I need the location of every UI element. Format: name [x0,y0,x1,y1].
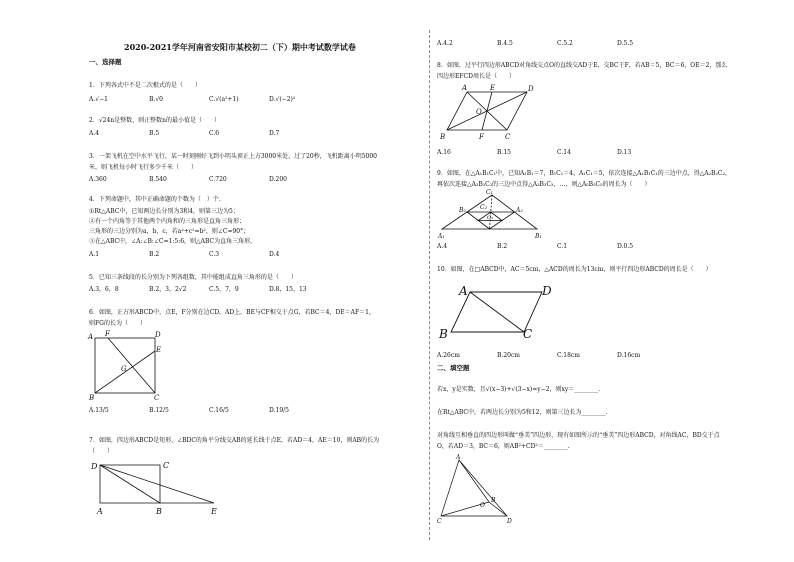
q8-stem-line1: 8．如图，过平行四边形ABCD对角线交点O的直线交AD于E，交BC于F，若AB＝5，BC＝6，OE＝2，那么 [437,62,728,69]
q8-option-c[interactable]: C.14 [557,149,571,156]
section-heading-fill: 二、填空题 [437,364,470,372]
q9-label-c3: C₃ [487,215,493,221]
q4-option-a[interactable]: A.1 [89,251,100,258]
q9-label-a1: A₁ [438,233,445,240]
fill3-label-c: C [437,518,442,525]
q6-stem-line1: 6．如图，正方形ABCD中，点E，F分别在边CD，AD上，BE与CF相交于点G，若BC＝4，DE＝AF＝1， [89,309,375,316]
q7-label-e: E [211,507,217,516]
q7-label-b: B [156,507,162,516]
q5-option-d[interactable]: D.8，15，13 [269,286,307,293]
q6-square-figure [88,331,163,401]
fill3-label-o: O [480,502,485,509]
q8-stem-line2: 四边形EFCD周长是（ ） [437,73,515,80]
q10-option-c[interactable]: C.18cm [557,352,580,359]
q9-label-c2: C₂ [480,204,487,211]
q7-label-a: A [97,507,103,516]
q10-option-d[interactable]: D.16cm [617,352,641,359]
q6-label-f: F [105,330,110,338]
q7-stem-line2: （ ） [89,448,114,455]
q3-option-a[interactable]: A.360 [89,176,107,183]
q8-label-d: D [528,85,534,93]
fill2-question: 在Rt△ABC中，若两边长分别为5和12，则第三边长为________. [437,409,608,416]
q7-label-c: C [163,461,170,470]
q7-stem-line1: 7．如图，四边形ABCD是矩形，∠BDC的角平分线交AB的延长线于点E，若AD＝4，AE＝10，则AB的长为 [89,437,380,444]
q4-statement-1: ①Rt△ABC中，已知两边长分别为3和4，则第三边为5； [89,208,239,215]
q6-option-b[interactable]: B.12/5 [149,407,169,414]
q4-statement-2: ②有一个内角等于其他两个内角和的三角形是直角三角形； [89,218,246,225]
q7-segment-de [100,465,214,503]
q5-stem: 5．已知三条线段的长分别为下列各组数，其中能组成直角三角形的是（ ） [89,274,297,281]
q9-option-a[interactable]: A.4 [437,243,448,250]
q9-option-d[interactable]: D.0.5 [617,243,634,250]
q9-triangle-figure [437,189,552,244]
q4-option-d[interactable]: D.4 [269,251,280,258]
fill3-quadrilateral-figure [437,454,517,526]
q10-label-c: C [523,327,533,341]
q9-stem-line1: 9．如图，在△A₁B₁C₁中，已知A₁B₁＝7，B₁C₁＝4，A₁C₁＝5，依次连接△A₁B₁C₁的三边中点，得△A₂B₂C₂， [437,170,731,177]
q9-option-b[interactable]: B.2 [497,243,508,250]
q7-segment-db [100,465,160,503]
q8-parallelogram-figure [437,84,537,144]
q8-label-b: B [440,133,446,141]
q4-option-c[interactable]: C.3 [209,251,220,258]
q8-label-c: C [505,133,511,141]
q2-stem: 2．√24n是整数，则正整数n的最小值是（ ） [89,117,221,124]
q1-option-b[interactable]: B.√0 [149,96,163,103]
q1-option-a[interactable]: A.√−1 [89,96,108,103]
q6-label-c: C [154,394,160,402]
q6-label-d: D [155,331,161,339]
q2-option-c[interactable]: C.6 [209,130,220,137]
q7-option-d[interactable]: D.5.5 [617,40,634,47]
q6-stem-line2: 则FG的长为（ ） [89,320,146,327]
q6-label-a: A [88,333,94,341]
q6-segment-cf [108,338,155,393]
q9-label-b2: B₂ [459,207,466,214]
fill3-label-b: B [491,497,496,504]
q8-label-f: F [479,133,484,141]
q8-label-a: A [462,84,468,92]
q9-label-a2: A₂ [516,207,523,214]
q10-option-b[interactable]: B.20cm [497,352,521,359]
page-title: 2020-2021学年河南省安阳市某校初二（下）期中考试数学试卷 [124,42,356,52]
fill3-line1: 对角线互相垂直的四边形叫做“垂美”四边形，现有如图所示的“垂美”四边形ABCD，对角线AC，BD交于点 [437,432,720,439]
q6-option-a[interactable]: A.13/5 [89,407,109,414]
q3-stem-line2: 米，则飞机每小时飞行多少千米（ ） [89,164,198,171]
fill3-line2: O，若AD＝3，BC＝6，则AB²+CD²＝________. [437,443,570,450]
q6-option-c[interactable]: C.16/5 [209,407,229,414]
q10-label-a: A [459,284,468,298]
q1-stem: 1．下列各式中不是二次根式的是（ ） [89,82,201,89]
q9-label-c1: C₁ [486,189,493,196]
q6-label-e: E [156,346,162,354]
q4-statement-4: ③在△ABC中，∠A:∠B:∠C=1:5:6，则△ABC为直角三角形。 [89,238,257,245]
q8-label-e: E [490,84,496,92]
q5-option-c[interactable]: C.5，7，9 [209,286,239,293]
q2-option-d[interactable]: D.7 [269,130,280,137]
section-heading-choice: 一、选择题 [89,58,122,66]
q10-diagonal-ac [470,292,524,332]
q8-segment-ef [482,92,492,130]
q4-stem: 4．下列命题中，其中正确命题的个数为（ ）个. [89,196,221,203]
q7-option-b[interactable]: B.4.5 [497,40,513,47]
q3-stem-line1: 3．一架飞机在空中水平飞行，某一时刻刚好飞到小明头顶正上方3000米处，过了20秒，飞机距离小明5000 [89,153,377,160]
q10-parallelogram-figure [437,278,567,346]
q8-label-o: O [476,108,482,116]
q7-label-d: D [91,462,98,471]
fill1-question: 若x，y是实数，且√(x−3)+√(3−x)=y−2，则xy＝________. [437,386,601,393]
fill3-label-a: A [456,454,461,461]
q10-option-a[interactable]: A.26cm [437,352,460,359]
q8-option-a[interactable]: A.16 [437,149,451,156]
q8-option-d[interactable]: D.13 [617,149,632,156]
q1-option-d[interactable]: D.√(−2)² [269,96,296,103]
q2-option-b[interactable]: B.5 [149,130,160,137]
q6-option-d[interactable]: D.19/5 [269,407,289,414]
q2-option-a[interactable]: A.4 [89,130,100,137]
q7-option-c[interactable]: C.5.2 [557,40,573,47]
q4-option-b[interactable]: B.2 [149,251,160,258]
q9-stem-line2: 再依次连接△A₂B₂C₂的三边中点得△A₃B₃C₃，…，则△A₅B₅C₅的周长为（ ） [437,181,651,188]
q3-option-d[interactable]: D.200 [269,176,287,183]
q6-label-b: B [89,394,95,402]
column-divider [429,30,430,540]
q7-rectangle-figure [88,457,228,517]
q4-statement-3: 三角形的三边分别为a，b，c，若a²+c²=b²，则∠C=90°； [89,228,250,235]
q1-option-c[interactable]: C.√(a²+1) [209,96,239,103]
fill3-label-d: D [507,518,512,525]
q10-label-b: B [439,327,448,341]
fill3-quadrilateral-abcd [441,460,507,516]
q9-label-b1: B₁ [535,233,542,240]
q10-label-d: D [542,284,552,298]
q9-option-c[interactable]: C.1 [557,243,568,250]
q6-label-g: G [121,365,127,373]
q5-option-b[interactable]: B.2，3，2√2 [149,286,187,293]
q7-option-a[interactable]: A.4.2 [437,40,453,47]
q3-option-c[interactable]: C.720 [209,176,227,183]
q8-option-b[interactable]: B.15 [497,149,511,156]
q10-stem: 10．如图，在□ABCD中，AC＝5cm，△ACD的周长为13cm，则平行四边形ABCD的周长是（ ） [437,266,712,273]
q5-option-a[interactable]: A.3，6，8 [89,286,119,293]
q3-option-b[interactable]: B.540 [149,176,167,183]
